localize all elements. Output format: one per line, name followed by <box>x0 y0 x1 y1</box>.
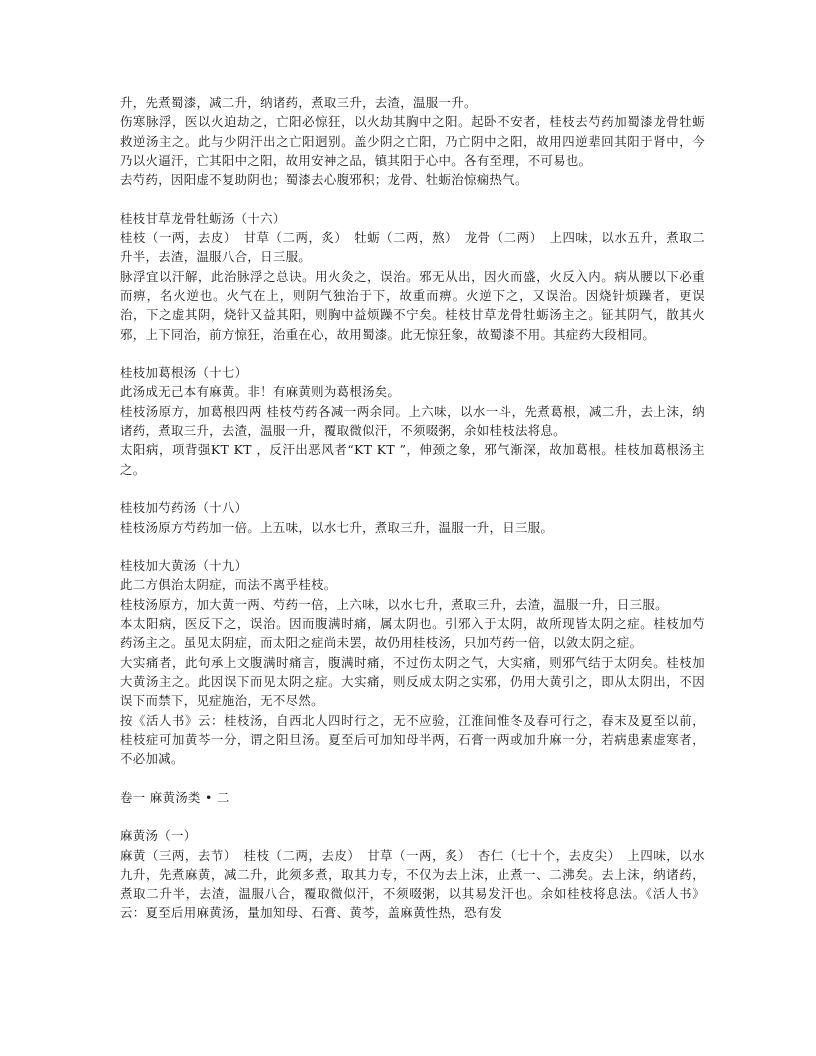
paragraph: 桂枝（一两，去皮） 甘草（二两，炙） 牡蛎（二两，熬） 龙骨（二两） 上四味，以水五升，煮取二升半，去渣，温服八合，日三服。 <box>120 230 705 265</box>
paragraph: 按《活人书》云：桂枝汤，自西北人四时行之，无不应验，江淮间惟冬及春可行之，春末及夏至以前，桂枝症可加黄芩一分，谓之阳旦汤。夏至后可加知母半两，石膏一两或加升麻一分，若病患素虚寒者，不必加减。 <box>120 712 705 767</box>
spacer <box>120 768 705 787</box>
section-heading: 桂枝甘草龙骨牡蛎汤（十六） <box>120 210 286 226</box>
paragraph: 桂枝汤原方芍药加一倍。上五味，以水七升，煮取三升，温服一升，日三服。 <box>120 519 554 535</box>
spacer <box>120 344 705 363</box>
paragraph: 去芍药，因阳虚不复助阴也；蜀漆去心腹邪积；龙骨、牡蛎治惊痫热气。 <box>120 172 528 188</box>
paragraph: 大实痛者，此句承上文腹满时痛言，腹满时痛，不过伤太阴之气，大实痛，则邪气结于太阴矣。桂枝加大黄汤主之。此因误下而见太阴之症。大实痛，则反成太阴之实邪，仍用大黄引之，即从太阴出，不因误下而禁下，见症施治，无不尽然。 <box>120 654 705 709</box>
section-heading: 桂枝加葛根汤（十七） <box>120 365 248 381</box>
document-page <box>120 93 705 923</box>
spacer <box>120 479 705 498</box>
paragraph: 伤寒脉浮，医以火迫劫之，亡阳必惊狂，以火劫其胸中之阳。起卧不安者，桂枝去芍药加蜀漆龙骨牡蛎救逆汤主之。此与少阴汗出之亡阳迥别。盖少阴之亡阳，乃亡阴中之阳，故用四逆辈回其阳于肾中，今乃以火逼汗，亡其阳中之阳，故用安神之品，镇其阳于心中。各有至理，不可易也。 <box>120 114 705 168</box>
paragraph: 太阳病，项背强KT KT ，反汗出恶风者“KT KT ”，伸颈之象，邪气渐深，故加葛根。桂枝加葛根汤主之。 <box>120 442 705 477</box>
chapter-heading: 卷一 麻黄汤类 • 二 <box>120 789 230 805</box>
spacer <box>120 537 705 556</box>
section-heading: 麻黄汤（一） <box>120 828 197 844</box>
paragraph: 此汤成无己本有麻黄。非！有麻黄则为葛根汤矣。 <box>120 384 401 400</box>
text-line: 升，先煮蜀漆，减二升，纳诸药，煮取三升，去渣，温服一升。 <box>120 95 477 110</box>
paragraph: 脉浮宜以汗解，此治脉浮之总诀。用火灸之，误治。邪无从出，因火而盛，火反入内。病从腰以下必重而痹，名火逆也。火气在上，则阴气独治于下，故重而痹。火逆下之，又误治。因烧针烦躁者，更误治，下之虚其阴，烧针又益其阳，则胸中益烦躁不宁矣。桂枝甘草龙骨牡蛎汤主之。钲其阴气，散其火邪，上下同治，前方惊狂，治重在心，故用蜀漆。此无惊狂象，故蜀漆不用。其症药大段相同。 <box>120 268 705 342</box>
section-heading: 桂枝加大黄汤（十九） <box>120 558 248 574</box>
paragraph: 桂枝汤原方，加葛根四两 桂枝芍药各减一两余同。上六味，以水一斗，先煮葛根，减二升，去上沫，纳诸药，煮取三升，去渣，温服一升，覆取微似汗，不须啜粥，余如桂枝法将息。 <box>120 403 705 439</box>
paragraph: 本太阳病，医反下之，误治。因而腹满时痛，属太阴也。引邪入于太阴，故所现皆太阴之症。桂枝加芍药汤主之。虽见太阴症，而太阳之症尚未罢，故仍用桂枝汤，只加芍药一倍，以敛太阴之症。 <box>120 616 705 651</box>
paragraph: 麻黄（三两，去节） 桂枝（二两，去皮） 甘草（一两，炙） 杏仁（七十个，去皮尖） 上四味，以水九升，先煮麻黄，减二升，此须多煮，取其力专，不仅为去上沫，止煮一、二沸矣。去上沫，纳诸药，煮取二升半，去渣，温服八合，覆取微似汗，不须啜粥，以其易发汗也。余如桂枝将息法。《活人书》云：夏至后用麻黄汤，量加知母、石膏、黄芩，盖麻黄性热，恐有发 <box>120 847 705 921</box>
paragraph: 此二方俱治太阴症，而法不离乎桂枝。 <box>120 577 337 593</box>
section-heading: 桂枝加芍药汤（十八） <box>120 500 248 516</box>
paragraph: 桂枝汤原方，加大黄一两、芍药一倍，上六味，以水七升，煮取三升，去渣，温服一升，日三服。 <box>120 596 668 612</box>
spacer <box>120 807 705 826</box>
spacer <box>120 189 705 208</box>
